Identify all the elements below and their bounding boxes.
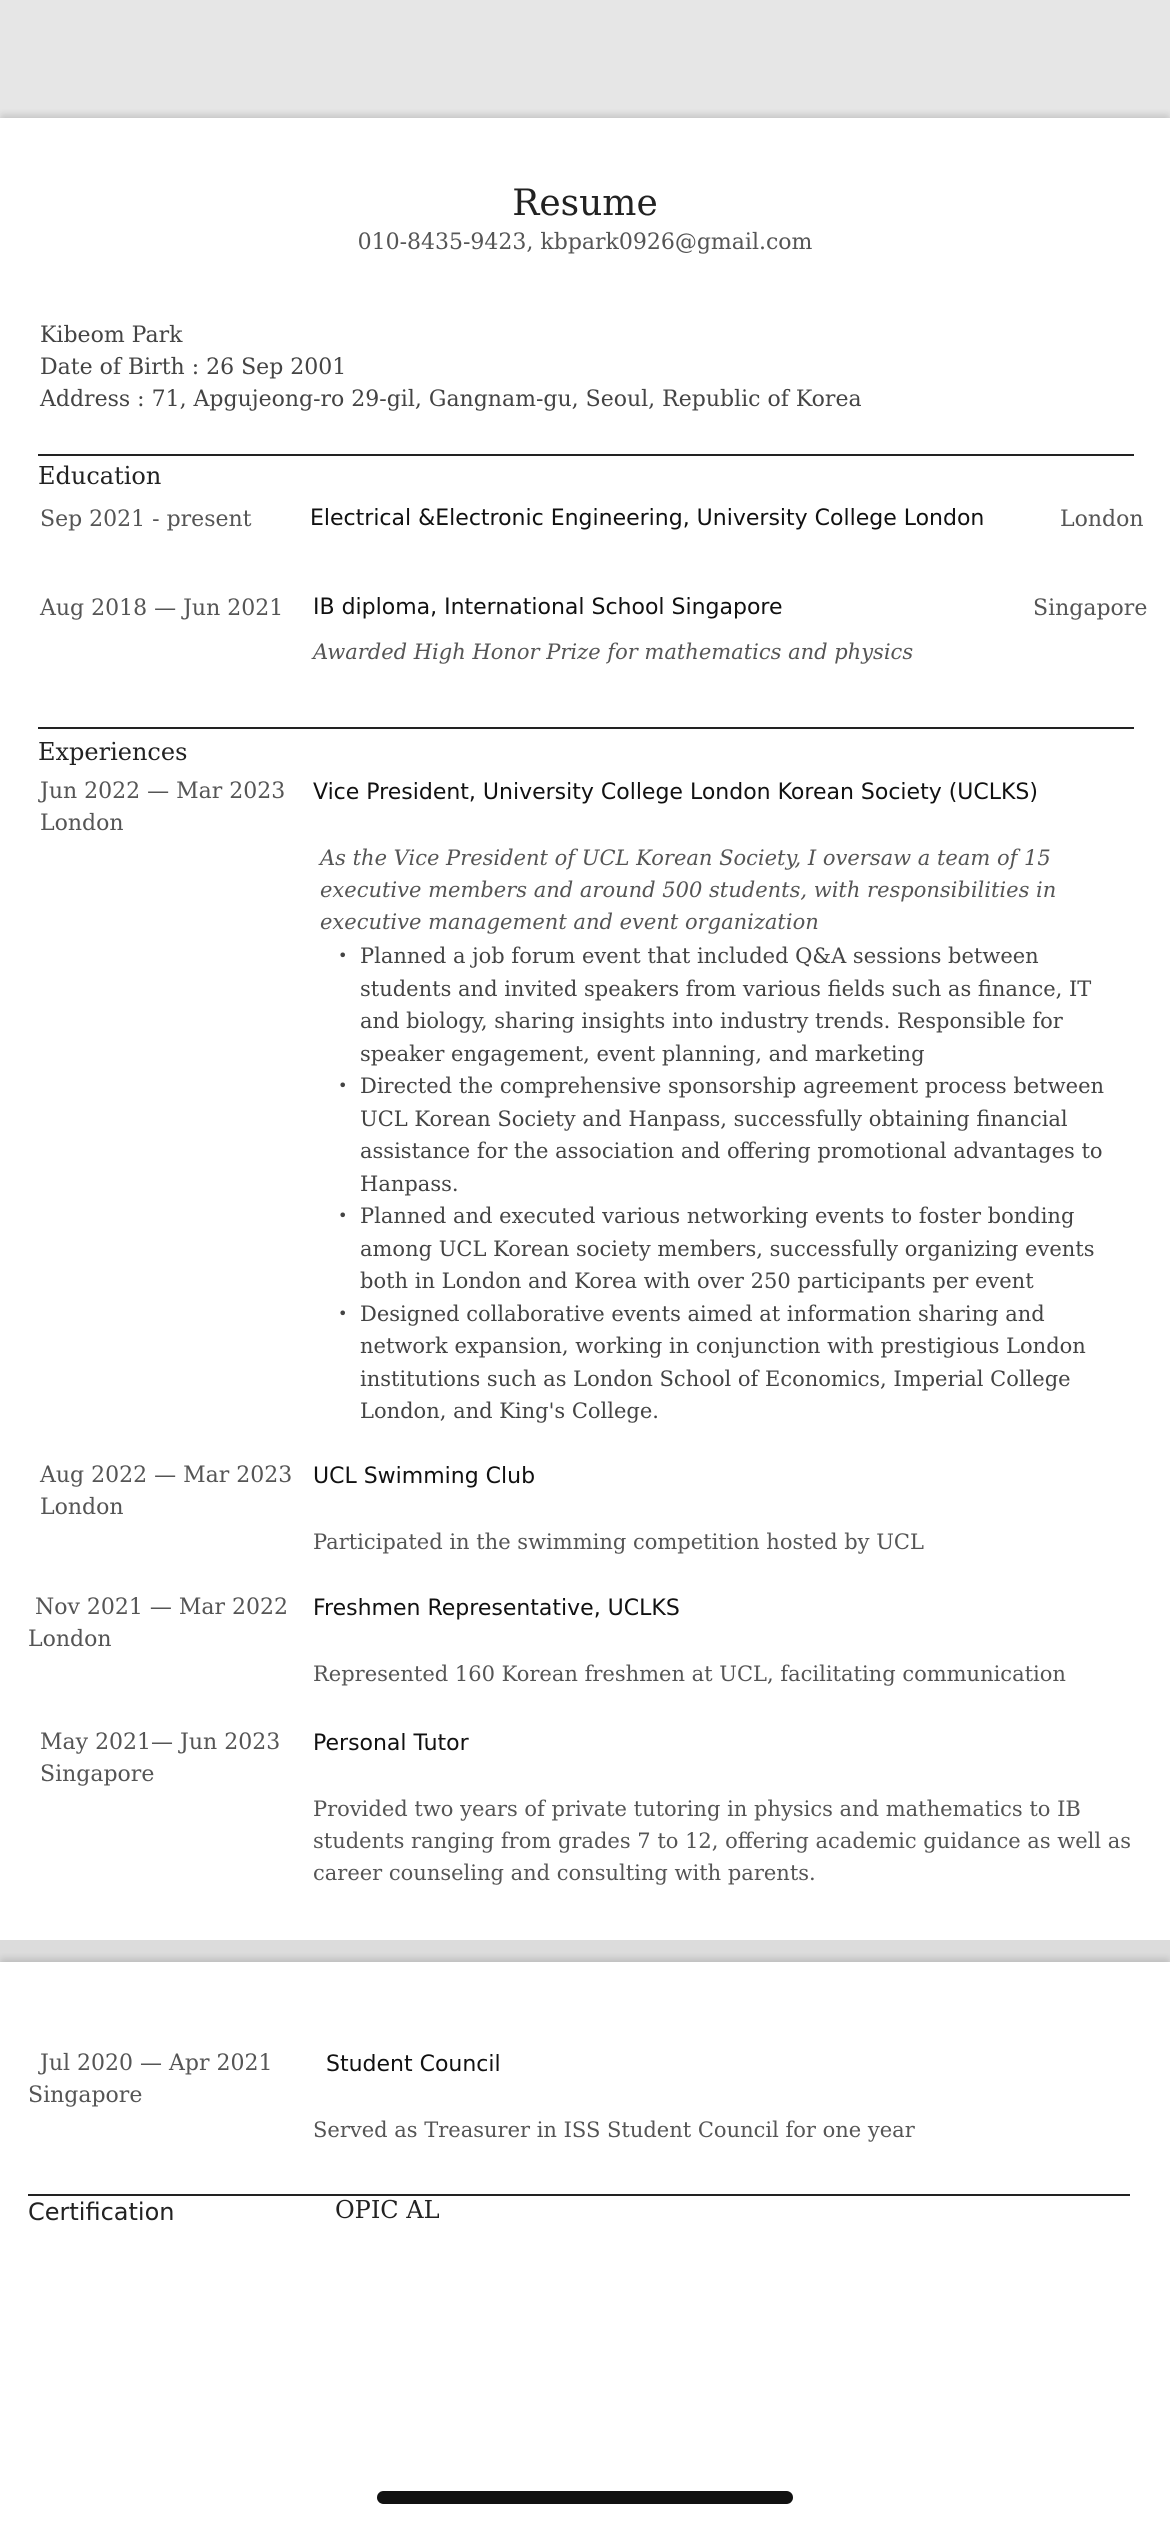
experience-location: London bbox=[40, 1495, 124, 1520]
home-indicator[interactable] bbox=[377, 2491, 793, 2504]
full-name: Kibeom Park bbox=[40, 323, 183, 348]
resume-page-1 bbox=[0, 118, 1170, 1940]
education-date: Aug 2018 — Jun 2021 bbox=[40, 596, 284, 621]
certification-heading: Certification bbox=[28, 2198, 175, 2226]
education-location: Singapore bbox=[1033, 596, 1148, 621]
education-date: Sep 2021 - present bbox=[40, 507, 252, 532]
experience-location: London bbox=[28, 1627, 112, 1652]
certification-divider bbox=[28, 2194, 1130, 2196]
experience-description: Represented 160 Korean freshmen at UCL, facilitating communication bbox=[313, 1662, 1066, 1686]
education-note: Awarded High Honor Prize for mathematics and physics bbox=[313, 640, 914, 664]
experiences-heading: Experiences bbox=[38, 738, 188, 766]
experience-date: Aug 2022 — Mar 2023 bbox=[40, 1463, 293, 1488]
list-item: • Planned and executed various networking events to foster bonding among UCL Korean society members, successfully organizing events both in London and Korea with over 250 participants per event bbox=[334, 1200, 1134, 1298]
experience-title: UCL Swimming Club bbox=[313, 1464, 536, 1489]
experience-location: Singapore bbox=[40, 1762, 155, 1787]
experience-title: Personal Tutor bbox=[313, 1731, 469, 1756]
list-item: • Designed collaborative events aimed at information sharing and network expansion, working in conjunction with prestigious London institutions such as London School of Economics, Imperial College London, and King's College. bbox=[334, 1298, 1134, 1428]
experience-description: Participated in the swimming competition hosted by UCL bbox=[313, 1530, 924, 1554]
viewer-top-bar bbox=[0, 0, 1170, 118]
experience-title: Freshmen Representative, UCLKS bbox=[313, 1596, 680, 1621]
certification-value: OPIC AL bbox=[335, 2196, 440, 2224]
contact-line: 010-8435-9423, kbpark0926@gmail.com bbox=[357, 230, 813, 255]
experience-location: Singapore bbox=[28, 2083, 143, 2108]
list-item: • Directed the comprehensive sponsorship agreement process between UCL Korean Society and Hanpass, successfully obtaining financial assistance for the association and offering promotional advantages to Hanpass. bbox=[334, 1070, 1134, 1200]
education-title: IB diploma, International School Singapore bbox=[313, 595, 783, 620]
education-heading: Education bbox=[38, 462, 162, 490]
resume-page-2 bbox=[0, 1962, 1170, 2532]
education-divider bbox=[38, 454, 1134, 456]
page-gap bbox=[0, 1940, 1170, 1962]
experience-bullet-list bbox=[334, 940, 1134, 1428]
experience-date: May 2021— Jun 2023 bbox=[40, 1730, 281, 1755]
experience-date: Nov 2021 — Mar 2022 bbox=[35, 1595, 289, 1620]
resume-title: Resume bbox=[512, 183, 658, 224]
education-location: London bbox=[1060, 507, 1144, 532]
experience-summary: As the Vice President of UCL Korean Society, I oversaw a team of 15 executive members and around 500 students, with responsibilities in executive management and event organization bbox=[320, 846, 1057, 934]
address: Address : 71, Apgujeong-ro 29-gil, Gangnam-gu, Seoul, Republic of Korea bbox=[40, 387, 862, 412]
experience-location: London bbox=[40, 811, 124, 836]
experience-description: Provided two years of private tutoring in physics and mathematics to IB students ranging from grades 7 to 12, offering academic guidance as well as career counseling and consulting with parents. bbox=[313, 1797, 1132, 1885]
experience-date: Jul 2020 — Apr 2021 bbox=[40, 2051, 273, 2076]
experience-title: Vice President, University College London Korean Society (UCLKS) bbox=[313, 780, 1038, 805]
date-of-birth: Date of Birth : 26 Sep 2001 bbox=[40, 355, 347, 380]
experience-title: Student Council bbox=[326, 2052, 501, 2077]
experiences-divider bbox=[38, 727, 1134, 729]
list-item: • Planned a job forum event that included Q&A sessions between students and invited speakers from various fields such as finance, IT and biology, sharing insights into industry trends. Responsible for speaker engagement, event planning, and marketing bbox=[334, 940, 1134, 1070]
experience-date: Jun 2022 — Mar 2023 bbox=[40, 779, 286, 804]
experience-description: Served as Treasurer in ISS Student Council for one year bbox=[313, 2118, 915, 2142]
education-title: Electrical &Electronic Engineering, University College London bbox=[310, 506, 985, 531]
